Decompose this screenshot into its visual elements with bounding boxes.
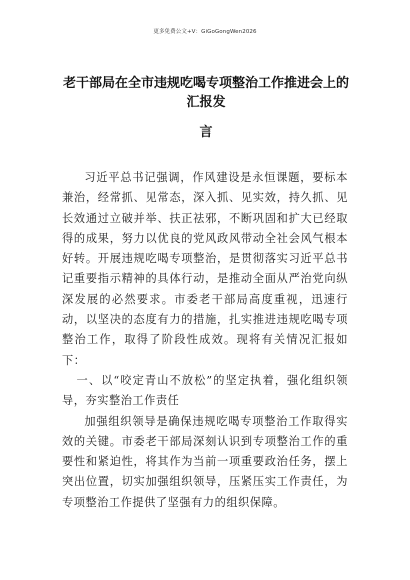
document-body (62, 168, 348, 513)
header-note: 更多免费公文+V：GiGoGongWen2026 (153, 29, 257, 35)
document-title-line1: 老干部局在全市违规吃喝专项整治工作推进会上的汇报发 (62, 76, 349, 110)
paragraph-organization: 加强组织领导是确保违规吃喝专项整治工作取得实效的关键。市委老干部局深刻认识到专项整治工作的重要性和紧迫性，将其作为当前一项重要政治任务，摆上突出位置，切实加强组织领导，压紧压实工作责任，为专项整治工作提供了坚强有力的组织保障。 (62, 414, 348, 509)
document-title-line2: 言 (199, 125, 213, 140)
paragraph-intro: 习近平总书记强调，作风建设是永恒课题，要标本兼治，经常抓、见常态，深入抓、见实效，持久抓、见长效通过立破并举、扶正祛邪，不断巩固和扩大已经取得的成果，努力以优良的党风政风带动全社会风气根本好转。开展违规吃喝专项整治，是贯彻落实习近平总书记重要指示精神的具体行动，是推动全面从严治党向纵深发展的必然要求。市委老干部局高度重视，迅速行动，以坚决的态度有力的措施，扎实推进违规吃喝专项整治工作，取得了阶段性成效。现将有关情况汇报如下： (62, 171, 348, 367)
section-heading-1: 一、以“咬定青山不放松”的坚定执着，强化组织领导，夯实整治工作责任 (62, 373, 348, 408)
